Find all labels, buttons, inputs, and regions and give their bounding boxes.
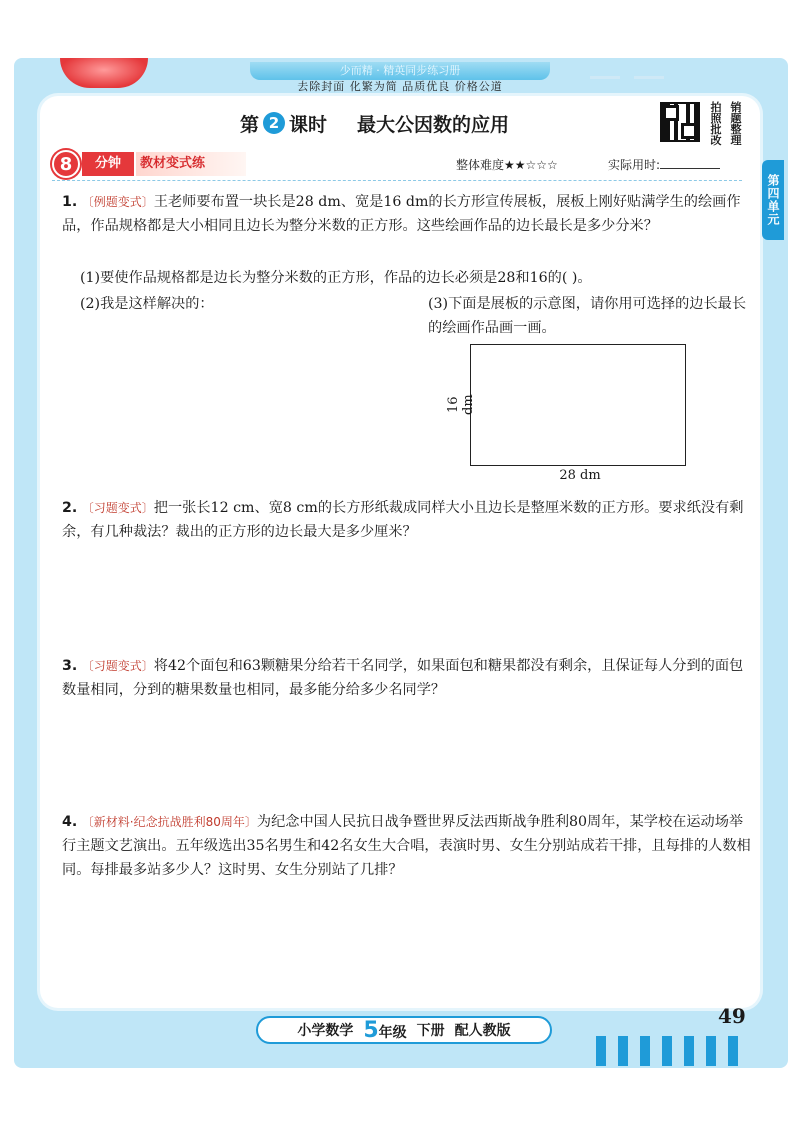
question-1 [62, 190, 752, 238]
page-title [240, 108, 570, 138]
question-text: 把一张长12 cm、宽8 cm的长方形纸裁成同样大小且边长是整厘米数的正方形。要求纸没有剩余，有几种裁法？裁出的正方形的边长最大是多少厘米？ [62, 500, 744, 540]
footer-stripes [596, 1036, 776, 1066]
lesson-title-text: 最大公因数的应用 [357, 113, 510, 136]
question-number: 4. [62, 814, 78, 830]
qr-code-icon[interactable] [660, 102, 700, 142]
question-text: 将42个面包和63颗糖果分给若干名同学，如果面包和糖果都没有剩余，且保证每人分到的面包数量相同，分到的糖果数量也相同，最多能分给多少名同学？ [62, 658, 744, 698]
section-title: 教材变式练 [136, 152, 246, 176]
time-used [608, 156, 738, 174]
question-tag: 〔新材料·纪念抗战胜利80周年〕 [81, 815, 257, 829]
question-1-part-2: (2)我是这样解决的： [80, 296, 214, 312]
question-2 [62, 496, 752, 544]
top-right-marks [590, 64, 710, 76]
lesson-suffix: 课时 [289, 113, 328, 136]
timer-badge: 8 [52, 150, 80, 178]
question-4 [62, 810, 752, 882]
time-used-blank[interactable] [660, 168, 720, 169]
question-tag: 〔习题变式〕 [81, 501, 154, 515]
timer-label: 分钟 [82, 152, 134, 176]
board-rectangle[interactable] [470, 344, 686, 466]
footer-subject: 小学数学 [297, 1023, 354, 1039]
question-text: 王老师要布置一块长是28 dm、宽是16 dm的长方形宣传展板，展板上刚好贴满学生的绘画作品，作品规格都是大小相同且边长为整分米数的正方形。这些绘画作品的边长最长是多少分米？ [62, 194, 741, 234]
header-divider [52, 180, 742, 181]
unit-side-tab: 第四单元 [762, 160, 784, 240]
question-tag: 〔习题变式〕 [81, 659, 154, 673]
slogan: 去除封面 化繁为简 品质优良 价格公道 [297, 80, 503, 93]
footer-edition: 配人教版 [454, 1023, 511, 1039]
qr-label: 拍 销 照 题 批 整 改 理 [710, 101, 742, 147]
time-used-label: 实际用时: [608, 158, 661, 172]
footer-grade-label: 年级 [378, 1024, 407, 1041]
question-text: 为纪念中国人民抗日战争暨世界反法西斯战争胜利80周年，某学校在运动场举行主题文艺演出。五年级选出35名男生和42名女生大合唱，表演时男、女生分别站成若干排，且每排的人数相同。每排最多站多少人？这时男、女生分别站了几排？ [62, 814, 751, 878]
footer-grade-number: 5 [363, 1017, 379, 1043]
question-number: 2. [62, 500, 78, 516]
footer-volume: 下册 [416, 1023, 445, 1039]
top-banner: 少而精 · 精英同步练习册 [250, 62, 550, 80]
footer-book-info [256, 1016, 552, 1044]
lesson-number-badge: 2 [263, 112, 285, 134]
board-width-label: 28 dm [559, 468, 601, 483]
board-height-label: 16 dm [446, 394, 476, 416]
board-diagram [446, 338, 700, 488]
difficulty-rating: 整体难度★★☆☆☆ [456, 158, 558, 172]
question-1-part-3: (3)下面是展板的示意图，请你用可选择的边长最长的绘画作品画一画。 [428, 296, 747, 336]
question-number: 1. [62, 194, 78, 210]
question-tag: 〔例题变式〕 [81, 195, 154, 209]
question-1-part-1: (1)要使作品规格都是边长为整分米数的正方形，作品的边长必须是28和16的( )。 [80, 270, 592, 286]
question-3 [62, 654, 752, 702]
page-number: 49 [718, 1004, 746, 1028]
question-number: 3. [62, 658, 78, 674]
lesson-prefix: 第 [240, 113, 260, 136]
